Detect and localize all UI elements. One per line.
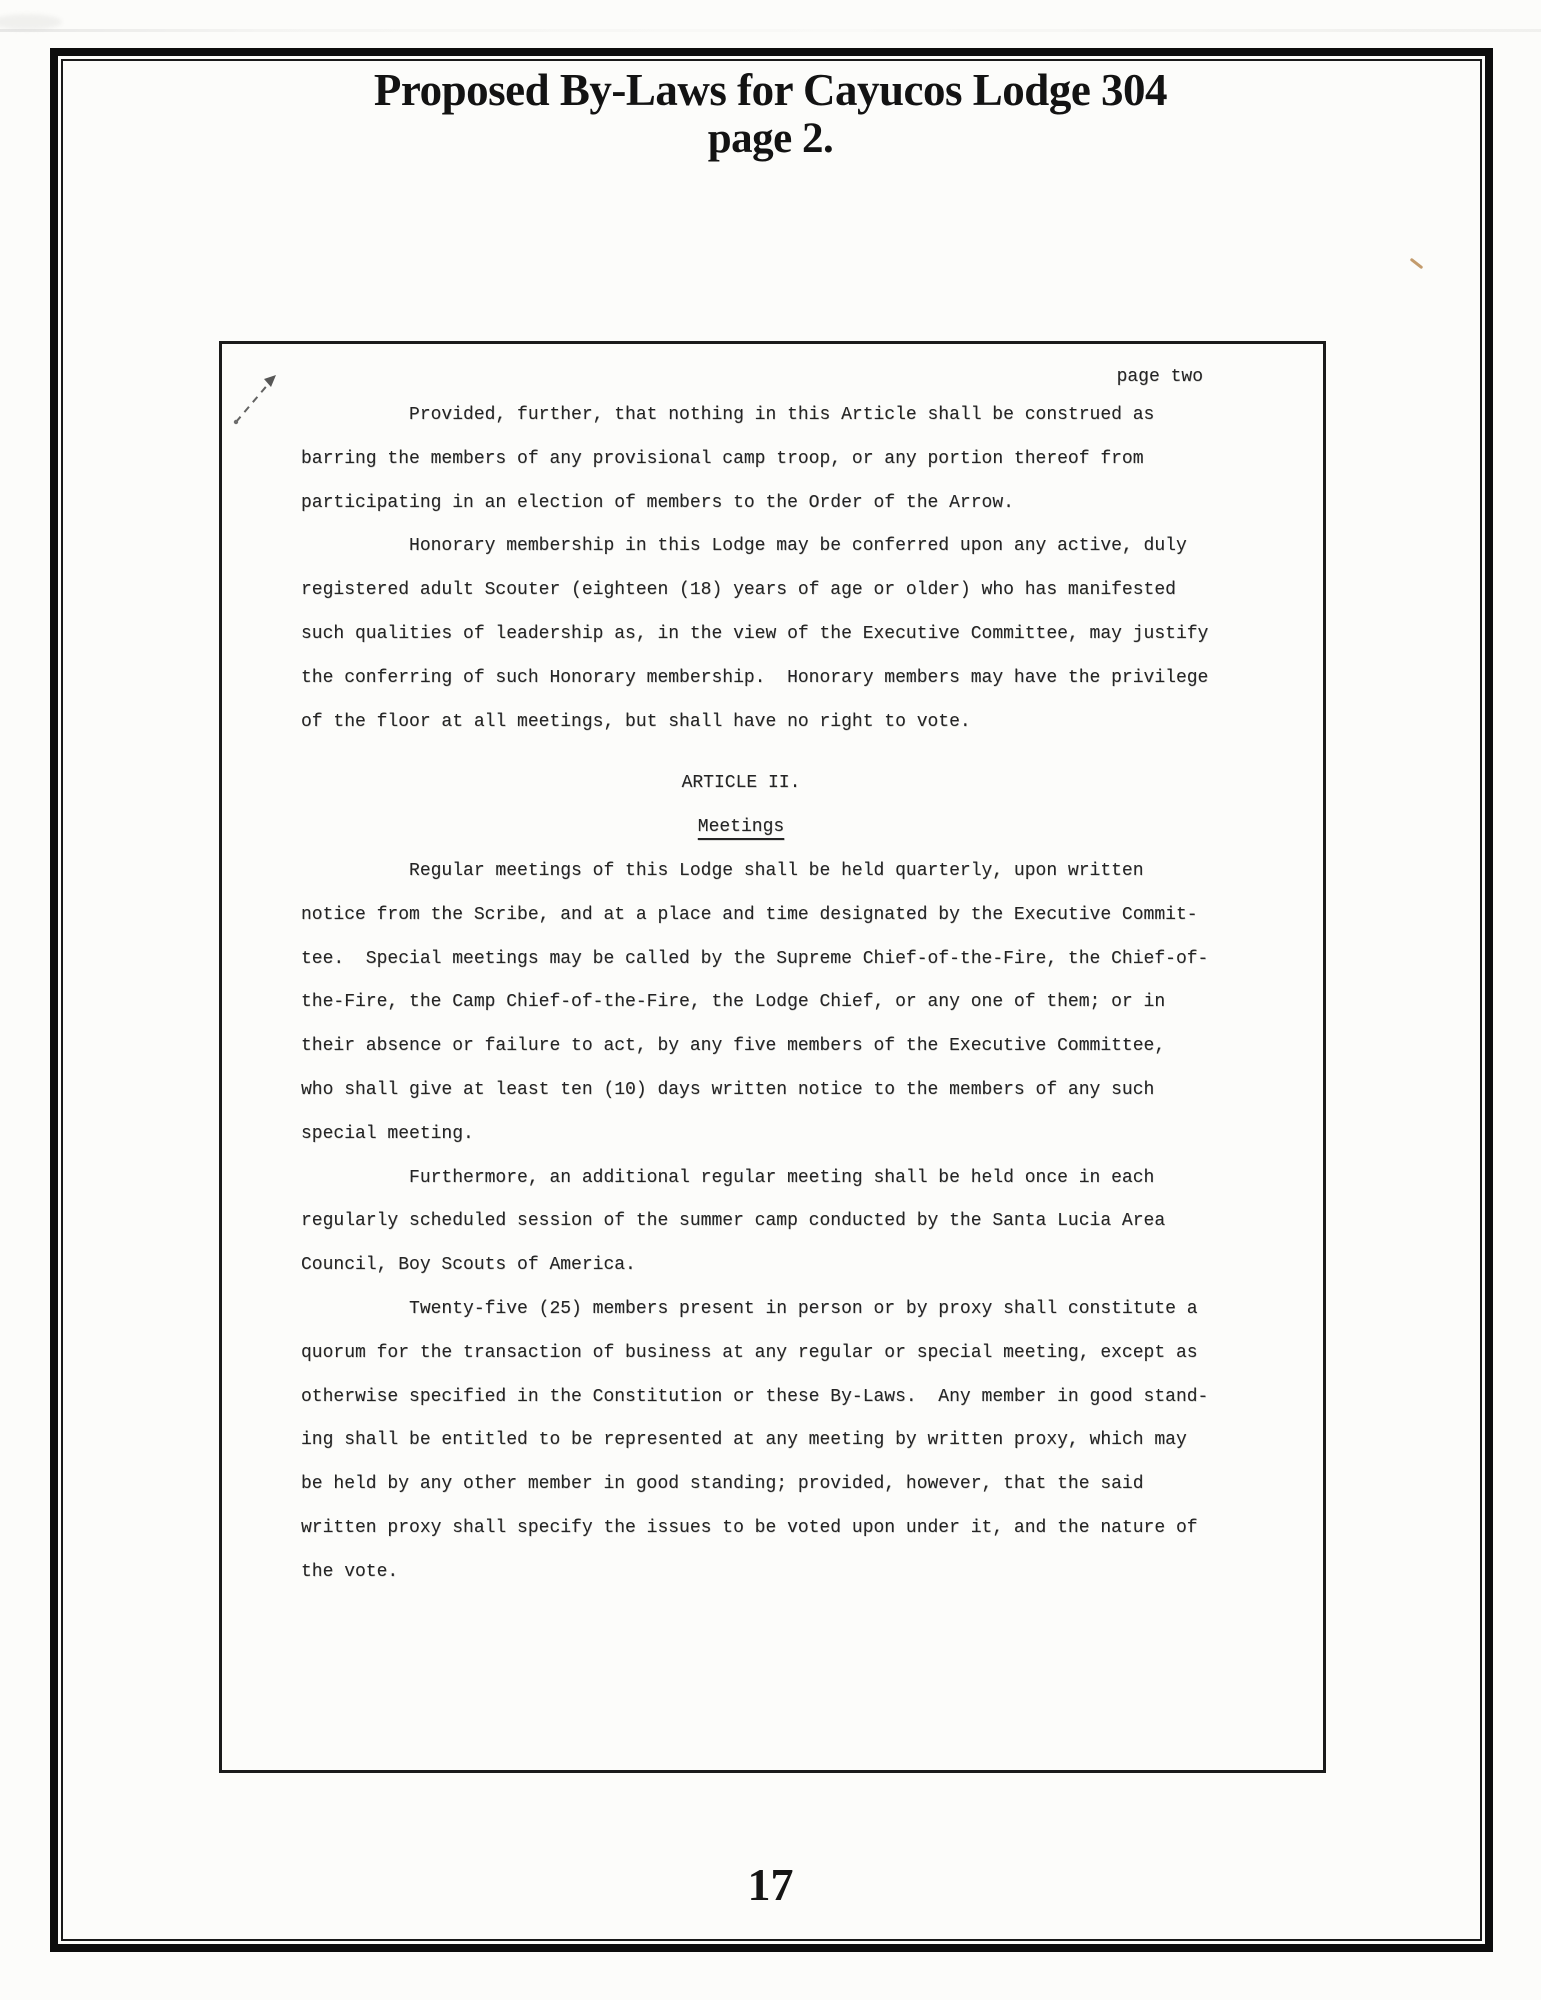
text-line: participating in an election of members to the Order of the Arrow. (301, 492, 1014, 513)
text-line: otherwise specified in the Constitution or these By-Laws. Any member in good stand- (301, 1386, 1209, 1407)
text-line: who shall give at least ten (10) days written notice to the members of any such (301, 1079, 1155, 1100)
paragraph-regular-meetings (301, 850, 1221, 1157)
paragraph-quorum-proxy (301, 1288, 1221, 1595)
section-heading-text: Meetings (697, 817, 785, 838)
text-line: Honorary membership in this Lodge may be conferred upon any active, duly (409, 536, 1187, 557)
text-line: Regular meetings of this Lodge shall be held quarterly, upon written (409, 860, 1144, 881)
text-line: notice from the Scribe, and at a place and time designated by the Executive Commit- (301, 904, 1198, 925)
text-line: be held by any other member in good standing; provided, however, that the said (301, 1474, 1144, 1495)
article-heading: ARTICLE II. (681, 773, 801, 794)
text-line: Council, Boy Scouts of America. (301, 1255, 636, 1276)
folio-page-number: 17 (747, 1859, 794, 1910)
text-line: the conferring of such Honorary membership. Honorary members may have the privilege (301, 667, 1209, 688)
text-line: of the floor at all meetings, but shall have no right to vote. (301, 711, 971, 732)
typewritten-sheet (219, 341, 1326, 1773)
paragraph-provided (301, 394, 1221, 525)
text-line: ing shall be entitled to be represented at any meeting by written proxy, which may (301, 1430, 1187, 1451)
text-line: Twenty-five (25) members present in person or by proxy shall constitute a (409, 1298, 1198, 1319)
text-line: regularly scheduled session of the summer camp conducted by the Santa Lucia Area (301, 1211, 1166, 1232)
sheet-page-label: page two (1116, 367, 1203, 387)
text-line: quorum for the transaction of business at any regular or special meeting, except as (301, 1342, 1198, 1363)
text-line: registered adult Scouter (eighteen (18) years of age or older) who has manifested (301, 580, 1176, 601)
document-body-text (301, 394, 1221, 1595)
pencil-arrow-icon (224, 366, 290, 432)
text-line: the vote. (301, 1561, 399, 1582)
text-line: special meeting. (301, 1123, 474, 1144)
text-line: such qualities of leadership as, in the view of the Executive Committee, may justify (301, 623, 1209, 644)
paragraph-honorary-membership (301, 525, 1221, 744)
page-title-block (0, 64, 1541, 162)
text-line: Furthermore, an additional regular meeting shall be held once in each (409, 1167, 1155, 1188)
text-line: their absence or failure to act, by any five members of the Executive Committee, (301, 1036, 1166, 1057)
scanner-streak (0, 29, 1541, 32)
page-title: Proposed By-Laws for Cayucos Lodge 304 (373, 65, 1168, 115)
text-line: Provided, further, that nothing in this Article shall be construed as (409, 405, 1155, 425)
section-heading (301, 806, 1181, 850)
text-line: barring the members of any provisional camp troop, or any portion thereof from (301, 448, 1144, 469)
scan-smudge (0, 14, 62, 30)
page-subtitle: page 2. (707, 115, 834, 162)
text-line: tee. Special meetings may be called by the Supreme Chief-of-the-Fire, the Chief-of- (301, 948, 1209, 969)
text-line: the-Fire, the Camp Chief-of-the-Fire, the Lodge Chief, or any one of them; or in (301, 992, 1166, 1013)
paragraph-summer-camp-meeting (301, 1157, 1221, 1288)
text-line: written proxy shall specify the issues to be voted upon under it, and the nature of (301, 1517, 1198, 1538)
